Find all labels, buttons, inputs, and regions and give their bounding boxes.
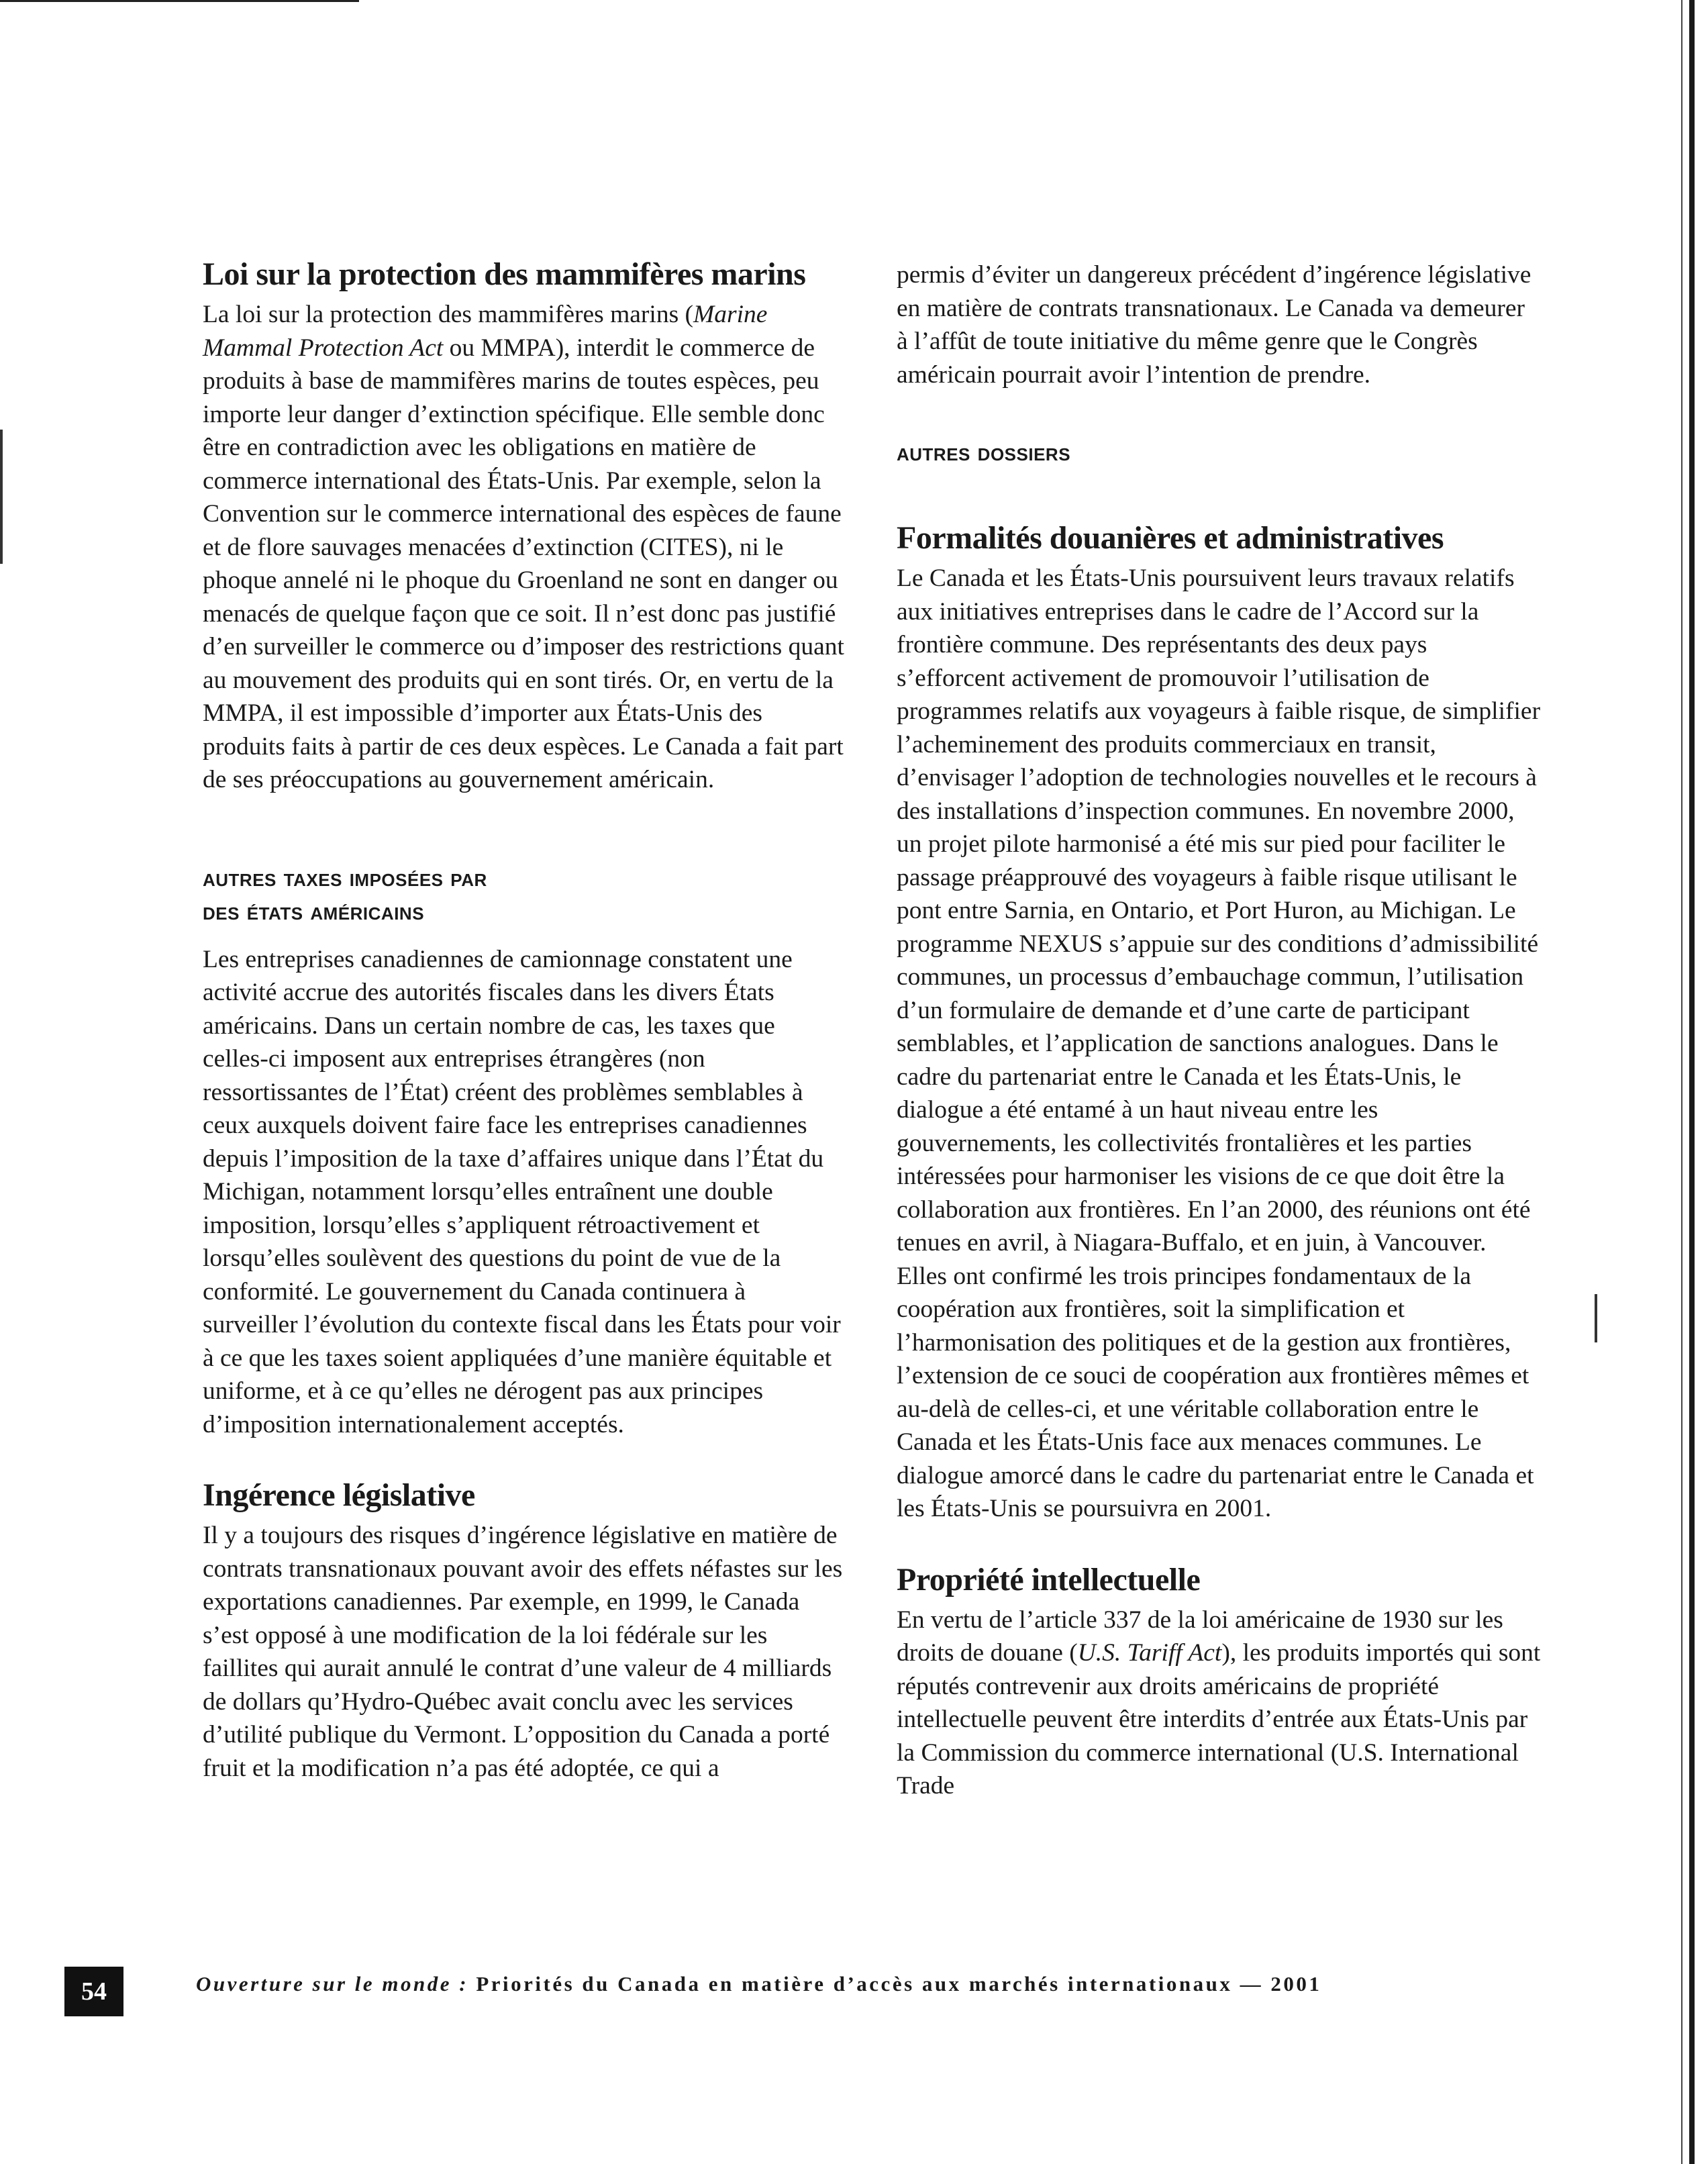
section-heading-autres-dossiers: autres dossiers — [897, 438, 1071, 466]
binding-edge-thin — [1681, 0, 1682, 2164]
page-footer — [64, 1967, 1554, 2016]
top-rule — [0, 0, 359, 2]
paragraph: La loi sur la protection des mammifères marins (Marine Mammal Protection Act ou MMPA), interdit le commerce de produits à base de mammifères marins de toutes espèces, peu importe leur danger d’extinction spécifique. Elle semble donc être en contradiction avec les obligations en matière de commerce international des États-Unis. Par exemple, selon la Convention sur le commerce international des espèces de faune et de flore sauvages menacées d’extinction (CITES), ni le phoque annelé ni le phoque du Groenland ne sont en danger ou menacés de quelque façon que ce soit. Il n’est donc pas justifié d’en surveiller le commerce ou d’imposer des restrictions quant au mouvement des produits qui en sont tirés. Or, en vertu de la MMPA, il est impossible d’importer aux États-Unis des produits faits à partir de ces deux espèces. Le Canada a fait part de ses préoccupations au gouvernement américain. — [203, 301, 844, 793]
binding-edge — [1689, 0, 1695, 2164]
paragraph: Le Canada et les États-Unis poursuivent leurs travaux relatifs aux initiatives entreprises dans le cadre de l’Accord sur la frontière commune. Des représentants des deux pays s’efforcent activement de promouvoir l’utilisation de programmes relatifs aux voyageurs à faible risque, de simplifier l’acheminement des produits commerciaux en transit, d’envisager l’adoption de technologies nouvelles et le recours à des installations d’inspection communes. En novembre 2000, un projet pilote harmonisé a été mis sur pied pour faciliter le passage préapprouvé des voyageurs à faible risque utilisant le pont entre Sarnia, en Ontario, et Port Huron, au Michigan. Le programme NEXUS s’appuie sur des conditions d’admissibilité communes, un processus d’embauchage commun, l’utilisation d’un formulaire de demande et d’une carte de participant semblables, et l’application de sanctions analogues. Dans le cadre du partenariat entre le Canada et les États-Unis, le dialogue a été entamé à un haut niveau entre les gouvernements, les collectivités frontalières et les parties intéressées pour harmoniser les visions de ce que doit être la collaboration aux frontières. En l’an 2000, des réunions ont été tenues en avril, à Niagara-Buffalo, et en juin, à Vancouver. Elles ont confirmé les trois principes fondamentaux de la coopération aux frontières, soit la simplification et l’harmonisation des politiques et de la gestion aux frontières, l’extension de ce souci de coopération aux frontières mêmes et au-delà de celles-ci, et une véritable collaboration entre le Canada et les États-Unis face aux menaces communes. Le dialogue amorcé dans le cadre du partenariat entre le Canada et les États-Unis se poursuivra en 2001. — [897, 564, 1541, 1522]
section-heading: Ingérence législative — [203, 1477, 475, 1513]
running-title: Ouverture sur le monde : Priorités du Canada en matière d’accès aux marchés internationaux — 2001 — [196, 1972, 1322, 1996]
section-heading: Propriété intellectuelle — [897, 1561, 1201, 1597]
paragraph: Les entreprises canadiennes de camionnage constatent une activité accrue des autorités fiscales dans les divers États américains. Dans un certain nombre de cas, les taxes que celles-ci imposent aux entreprises étrangères (non ressortissantes de l’État) créent des problèmes semblables à ceux auxquels doivent faire face les entreprises canadiennes depuis l’imposition de la taxe d’affaires unique dans l’État du Michigan, notamment lorsqu’elles entraînent une double imposition, lorsqu’elles s’appliquent rétroactivement et lorsqu’elles soulèvent des questions du point de vue de la conformité. Le gouvernement du Canada continuera à surveiller l’évolution du contexte fiscal dans les États pour voir à ce que les taxes soient appliquées d’une manière équitable et uniforme, et à ce qu’elles ne dérogent pas aux principes d’imposition internationalement acceptés. — [203, 945, 841, 1438]
paragraph: Il y a toujours des risques d’ingérence législative en matière de contrats transnationaux pouvant avoir des effets néfastes sur les exportations canadiennes. Par exemple, en 1999, le Canada s’est opposé à une modification de la loi fédérale sur les faillites qui aurait annulé le contrat d’une valeur de 4 milliards de dollars qu’Hydro-Québec avait conclu avec les services d’utilité publique du Vermont. L’opposition du Canada a porté fruit et la modification n’a pas été adoptée, ce qui a — [203, 1522, 843, 1782]
margin-mark-left — [0, 430, 3, 564]
right-column — [897, 258, 1541, 1803]
margin-mark-right — [1595, 1294, 1597, 1342]
paragraph-continuation: permis d’éviter un dangereux précédent d’ingérence législative en matière de contrats transnationaux. Le Canada va demeurer à l’affût de toute initiative du même genre que le Congrès américain pourrait avoir l’intention de prendre. — [897, 261, 1531, 389]
section-mmpa — [203, 255, 847, 797]
section-heading: Formalités douanières et administratives — [897, 520, 1444, 556]
page-number: 54 — [64, 1967, 123, 2016]
section-heading: Loi sur la protection des mammifères marins — [203, 256, 806, 292]
section-ingerence — [203, 1476, 847, 1785]
section-heading: autres taxes imposées par des états américains — [203, 863, 487, 925]
paragraph: En vertu de l’article 337 de la loi américaine de 1930 sur les droits de douane (U.S. Tariff Act), les produits importés qui sont réputés contrevenir aux droits américains de propriété intellectuelle peuvent être interdits d’entrée aux États-Unis par la Commission du commerce international (U.S. International Trade — [897, 1606, 1541, 1800]
section-formalites — [897, 519, 1541, 1526]
section-autres-taxes — [203, 861, 847, 1442]
section-propriete — [897, 1561, 1541, 1803]
left-column — [203, 255, 847, 1785]
